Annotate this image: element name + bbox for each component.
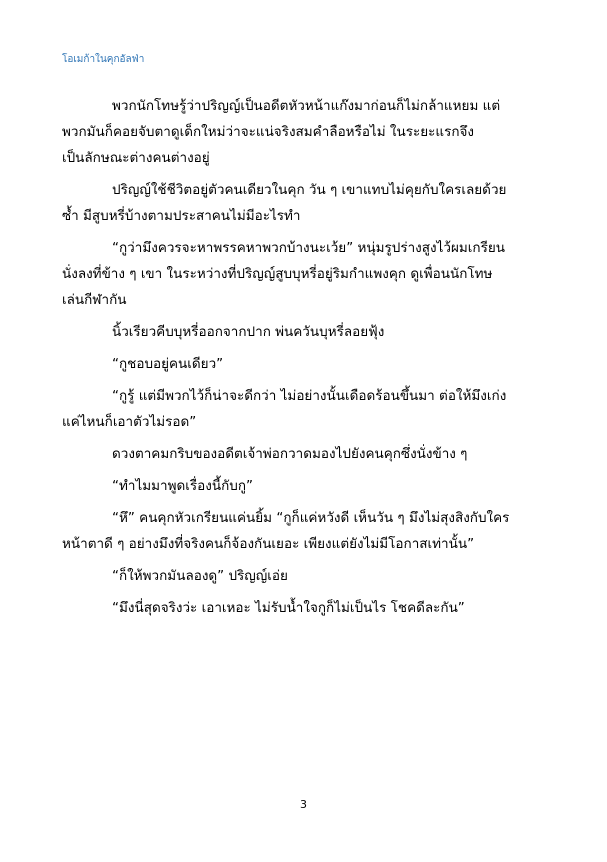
paragraph [62, 177, 548, 229]
paragraph [62, 93, 548, 171]
text-line: พวกมันก็คอยจับตาดูเด็กใหม่ว่าจะแน่จริงสมคำลือหรือไม่ ในระยะแรกจึง [62, 124, 475, 140]
text-line: “กูชอบอยู่คนเดียว” [112, 356, 224, 372]
text-line: “กูว่ามึงควรจะหาพรรคหาพวกบ้างนะเว้ย” หนุ่มรูปร่างสูงไว้ผมเกรียน [112, 240, 505, 256]
paragraph [62, 473, 548, 499]
text-line: พวกนักโทษรู้ว่าปริญญ์เป็นอดีตหัวหน้าแก๊งมาก่อนก็ไม่กล้าแหยม แต่ [112, 98, 501, 114]
paragraph [62, 235, 548, 313]
text-line: นั่งลงที่ข้าง ๆ เขา ในระหว่างที่ปริญญ์สูบบุหรี่อยู่ริมกำแพงคุก ดูเพื่อนนักโทษ [62, 266, 493, 282]
text-line: นิ้วเรียวคีบบุหรี่ออกจากปาก พ่นควันบุหรี่ลอยฟุ้ง [112, 324, 385, 340]
text-line: แค่ไหนก็เอาตัวไม่รอด” [62, 414, 197, 430]
page-number: 3 [300, 798, 307, 811]
paragraph [62, 595, 548, 621]
paragraph [62, 441, 548, 467]
text-line: ปริญญ์ใช้ชีวิตอยู่ตัวคนเดียวในคุก วัน ๆ เขาแทบไม่คุยกับใครเลยด้วย [112, 182, 507, 198]
running-header: โอเมก้าในคุกอัลฟ่า [62, 54, 145, 65]
text-line: “มึงนี่สุดจริงว่ะ เอาเหอะ ไม่รับน้ำใจกูก็ไม่เป็นไร โชคดีละกัน” [112, 600, 465, 616]
body-text [62, 93, 548, 627]
text-line: หน้าตาดี ๆ อย่างมึงที่จริงคนก็จ้องกันเยอะ เพียงแต่ยังไม่มีโอกาสเท่านั้น” [62, 536, 475, 552]
text-line: เป็นลักษณะต่างคนต่างอยู่ [62, 150, 210, 166]
paragraph [62, 383, 548, 435]
paragraph [62, 505, 548, 557]
text-line: “กูรู้ แต่มีพวกไว้ก็น่าจะดีกว่า ไม่อย่างนั้นเดือดร้อนขึ้นมา ต่อให้มึงเก่ง [112, 388, 507, 404]
paragraph [62, 563, 548, 589]
text-line: “ก็ให้พวกมันลองดู” ปริญญ์เอ่ย [112, 568, 288, 584]
text-line: “หึ” คนคุกหัวเกรียนแค่นยิ้ม “กูก็แค่หวังดี เห็นวัน ๆ มึงไม่สุงสิงกับใคร [112, 510, 510, 526]
text-line: “ทำไมมาพูดเรื่องนี้กับกู” [112, 478, 254, 494]
paragraph [62, 351, 548, 377]
text-line: ซ้ำ มีสูบหรี่บ้างตามประสาคนไม่มีอะไรทำ [62, 208, 301, 224]
text-line: ดวงตาคมกริบของอดีตเจ้าพ่อกวาดมองไปยังคนคุกซึ่งนั่งข้าง ๆ [112, 446, 468, 462]
paragraph [62, 319, 548, 345]
text-line: เล่นกีฬากัน [62, 292, 127, 308]
